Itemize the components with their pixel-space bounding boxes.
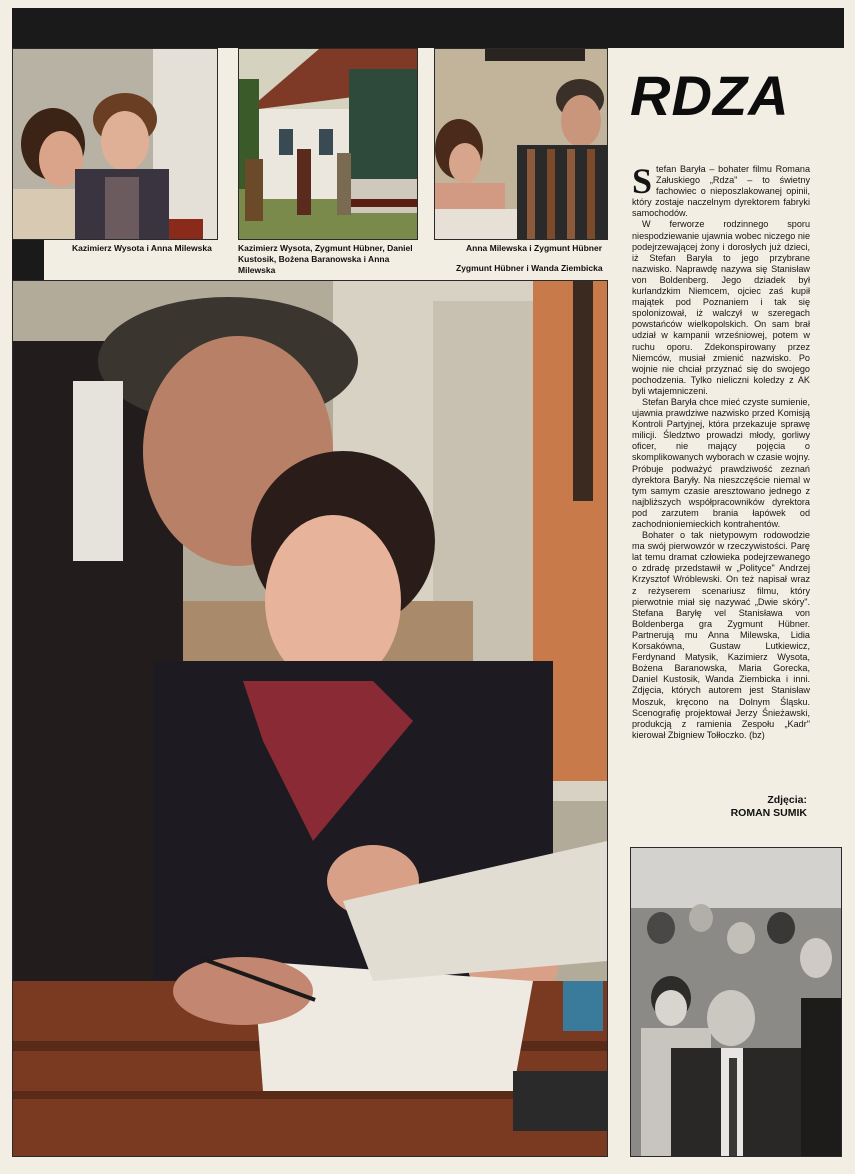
photo-main-hubner-ziembicka (12, 280, 608, 1157)
article-paragraph (632, 161, 810, 219)
caption-photo-2: Kazimierz Wysota, Zygmunt Hübner, Daniel Kustosik, Bożena Baranowska i Anna Milewska (238, 243, 413, 275)
paragraph-text: tefan Baryła – bohater filmu Romana Załuskiego „Rdza" – to świetny fachowiec o nieposzlakowanej opinii, który zostaje naczelnym dyrektorem fabryki samochodów. (632, 164, 810, 219)
caption-main-photo: Zygmunt Hübner i Wanda Ziembicka (456, 263, 603, 273)
article-body (632, 161, 810, 741)
article-paragraph: Stefan Baryła chce mieć czyste sumienie, ujawnia prawdziwe nazwisko przed Komisją Kontroli Partyjnej, która przekazuje sprawę milicji. Śledztwo prowadzi młody, gorliwy oficer, nie mający pojęcia o skomplikowanych wyborach w czasie wojny. Próbuje podważyć prawdziwość zeznań dyrektora Baryły. Na nieszczęście niemal w tym samym czasie aresztowano jednego z najbliższych współpracowników dyrektora pod zarzutem brania łapówek od zachodnioniemieckich kontrahentów. (632, 396, 810, 529)
caption-photo-3: Anna Milewska i Zygmunt Hübner (466, 243, 603, 253)
article-title: RDZA (630, 64, 790, 127)
left-frame-block (12, 240, 44, 280)
photo-house-scene (238, 48, 418, 240)
credit-label: Zdjęcia: (767, 794, 807, 806)
caption-photo-1: Kazimierz Wysota i Anna Milewska (72, 243, 212, 253)
article-paragraph: W ferworze rodzinnego sporu niespodziewanie ujawnia wobec niczego nie podejrzewającej żony i dorosłych już dzieci, iż Stefan Baryła to jego przybrane nazwisko. Naprawdę nazywa się Stanisław von Boldenberg. Jego dziadek był kurlandzkim Niemcem, ojciec zaś kupił majątek pod Poznaniem i tak się spolonizował, iż walczył w szeregach powstańców wielkopolskich. On sam brał udział w kampanii wrześniowej, potem w ruchu oporu. Zdekonspirowany przez Niemców, musiał zmienić nazwisko. Po wojnie nie chciał przyznać się do swojego pochodzenia. Tylko nieliczni koledzy z AK byli wtajemniczeni. (632, 219, 810, 396)
photo-credit (632, 794, 807, 820)
photo-meeting-crowd (630, 847, 842, 1157)
photo-milewska-hubner (434, 48, 608, 240)
photo-wysota-milewska (12, 48, 218, 240)
credit-name: ROMAN SUMIK (730, 807, 807, 819)
drop-cap: S (632, 161, 653, 201)
top-black-band (12, 8, 844, 48)
article-paragraph: Bohater o tak nietypowym rodowodzie ma swój pierwowzór w rzeczywistości. Parę lat temu dramat człowieka podejrzewanego o zdradę przedstawił w „Polityce" Andrzej Krzysztof Wróblewski. On też napisał wraz z reżyserem scenariusz filmu, który pierwotnie miał się nazywać „Dwie skóry". Stefana Baryłę vel Stanisława von Boldenberga gra Zygmunt Hübner. Partnerują mu Anna Milewska, Lidia Korsakówna, Gustaw Lutkiewicz, Ferdynand Matysik, Kazimierz Wysota, Bożena Baranowska, Maria Gorecka, Daniel Kustosik, Wanda Ziembicka i inni. Zdjęcia, których autorem jest Stanisław Moszuk, kręcono na Dolnym Śląsku. Scenografię projektował Jerzy Śnieżawski, produkcją z ramienia Zespołu „Kadr" kierował Zbigniew Tołłoczko. (bz) (632, 530, 810, 740)
